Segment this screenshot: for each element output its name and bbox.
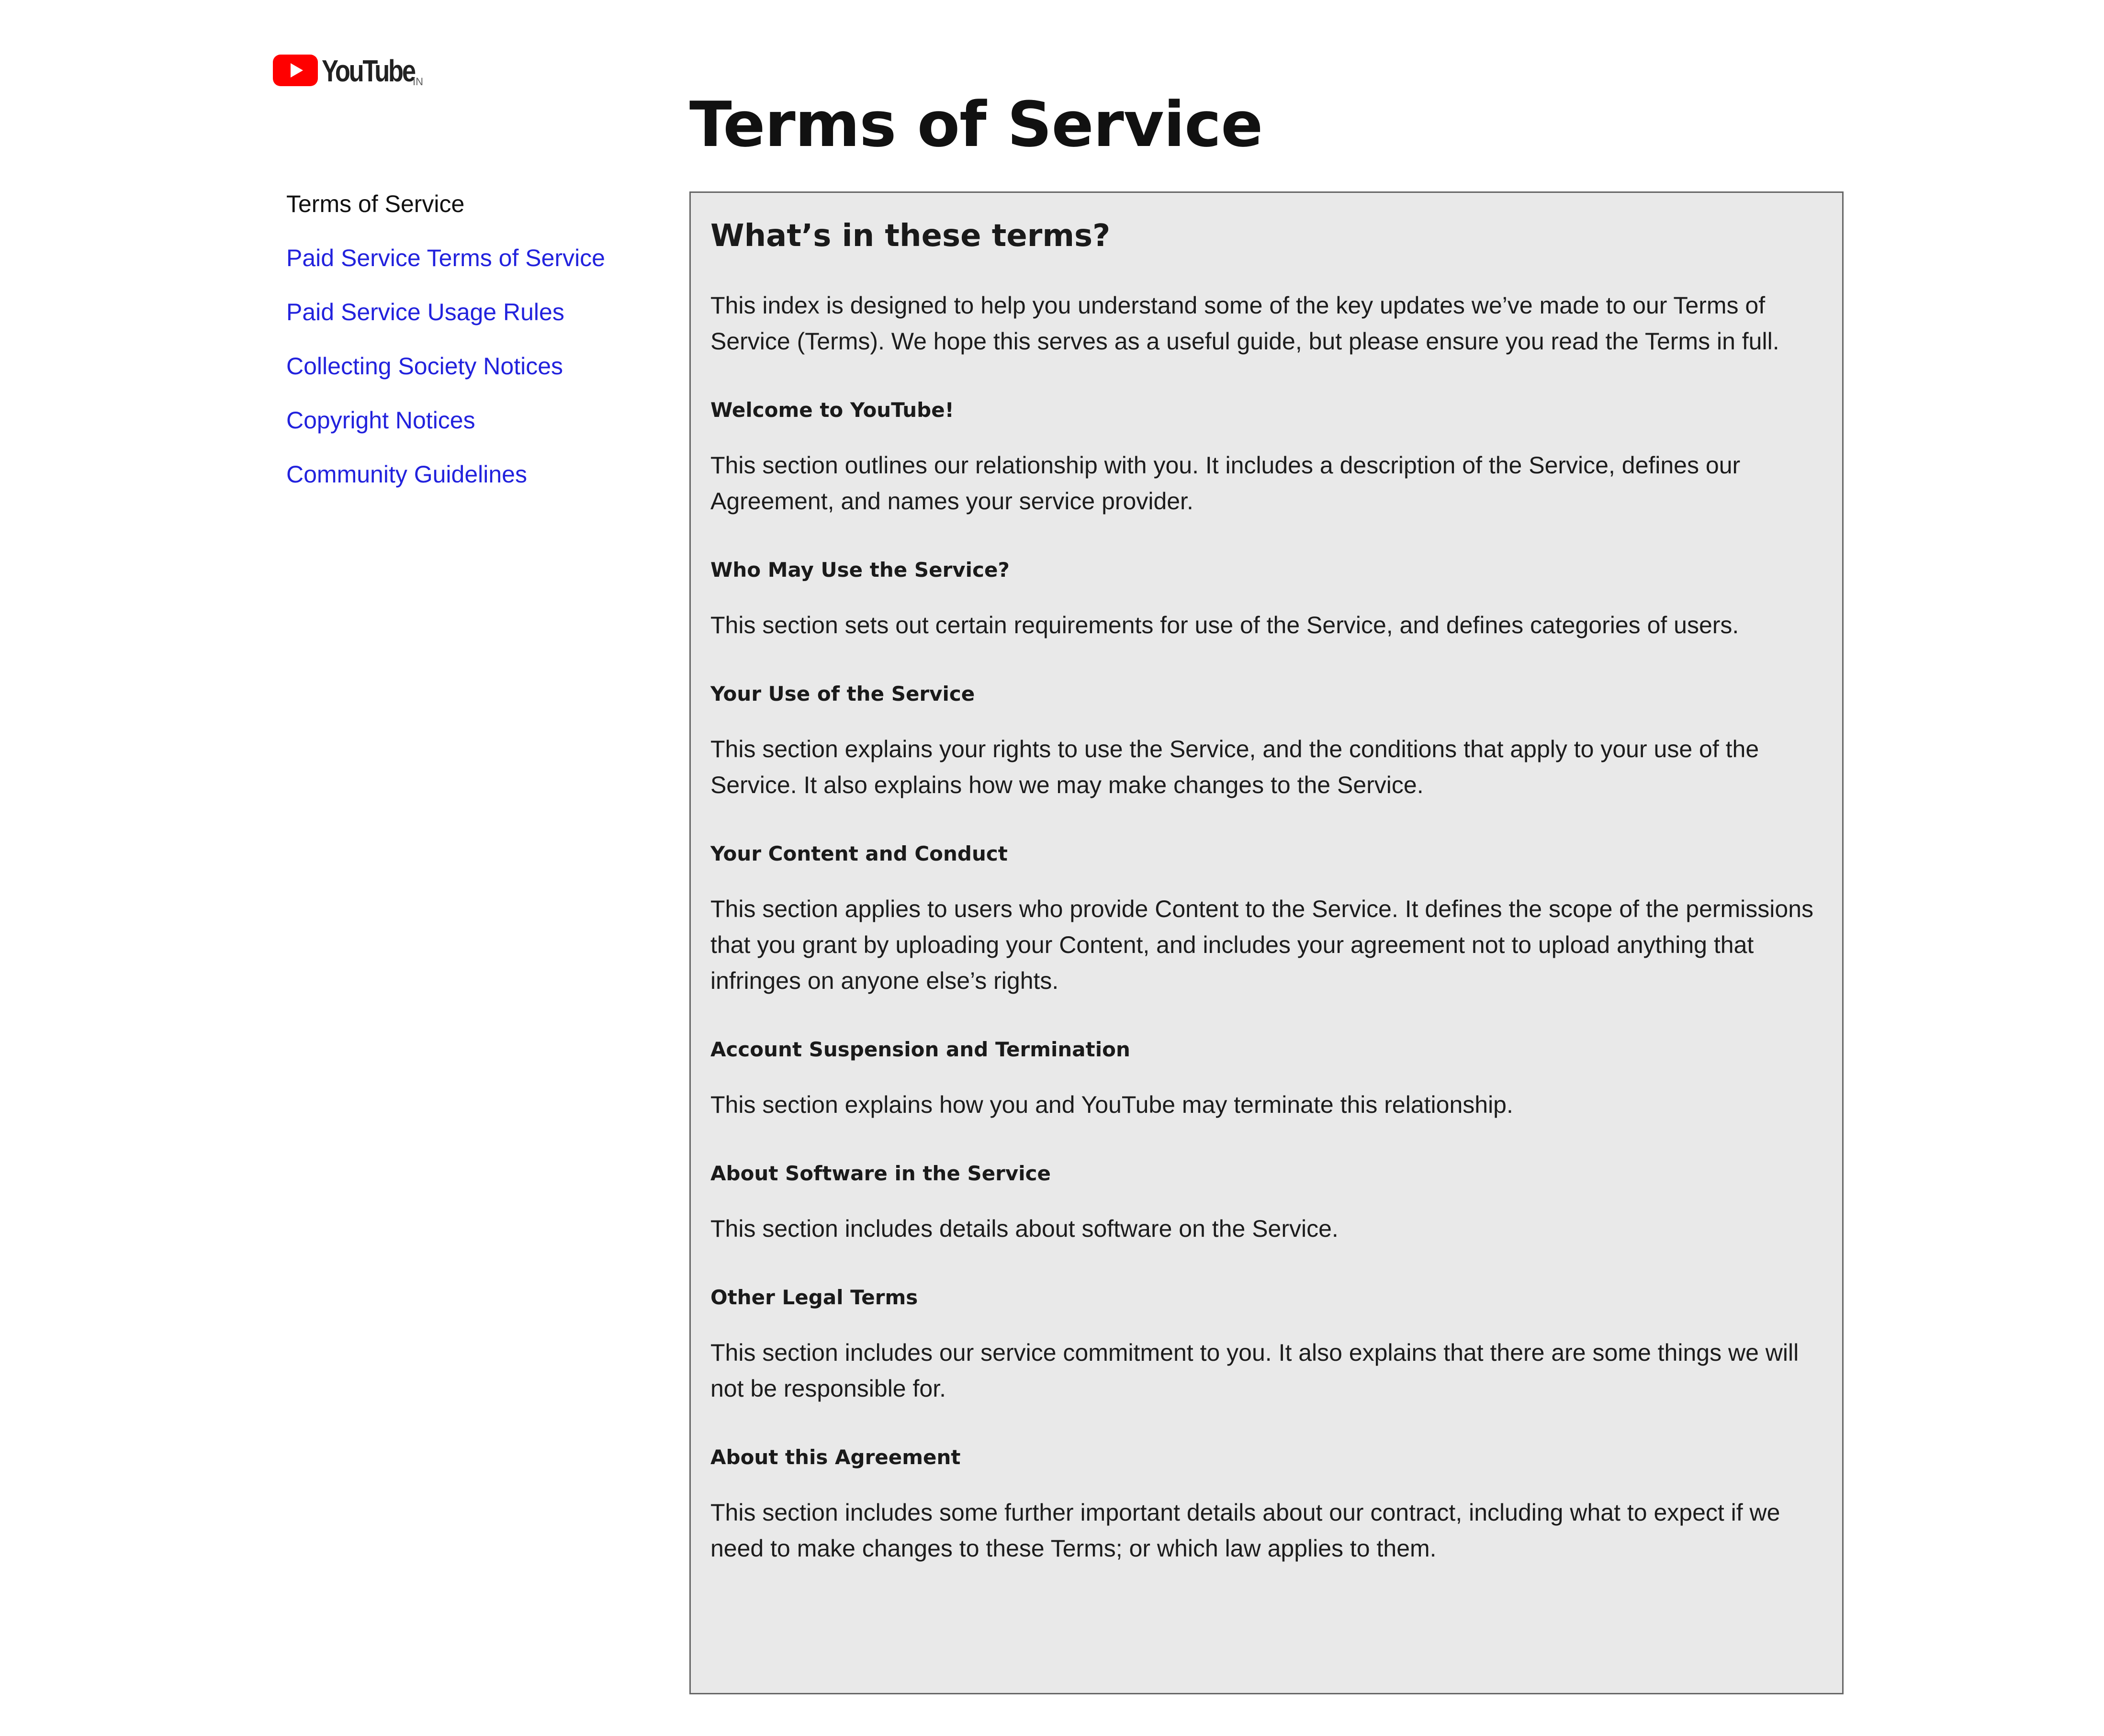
sidebar-link-paid-service-terms[interactable]: Paid Service Terms of Service [286, 245, 605, 271]
sidebar-nav [286, 188, 660, 512]
section-heading: Who May Use the Service? [710, 558, 1010, 582]
sidebar-item-collecting-society-notices[interactable] [286, 350, 660, 404]
section-text: This section includes details about software on the Service. [710, 1215, 1339, 1242]
sidebar-link-collecting-society-notices[interactable]: Collecting Society Notices [286, 353, 563, 380]
section-text: This section outlines our relationship with you. It includes a description of the Service, defines our Agreement, and names your service provider. [710, 452, 1741, 515]
section-text: This section includes some further important details about our contract, including what to expect if we need to make changes to these Terms; or which law applies to them. [710, 1499, 1780, 1562]
youtube-play-icon [273, 55, 318, 86]
logo-region-label: IN [413, 76, 423, 88]
section-heading: Other Legal Terms [710, 1286, 918, 1309]
section-text: This section explains your rights to use the Service, and the conditions that apply to your use of the Service. It also explains how we may make changes to the Service. [710, 736, 1759, 798]
terms-index-title: What’s in these terms? [710, 218, 1111, 254]
sidebar-item-terms-of-service [286, 188, 660, 242]
sidebar-item-paid-service-terms[interactable] [286, 242, 660, 296]
sidebar-item-label: Terms of Service [286, 190, 465, 217]
section-text: This section explains how you and YouTube may terminate this relationship. [710, 1091, 1513, 1118]
logo-wordmark: YouTube [322, 54, 415, 88]
sidebar-link-community-guidelines[interactable]: Community Guidelines [286, 461, 527, 488]
section-text: This section applies to users who provide Content to the Service. It defines the scope of the permissions that you grant by uploading your Content, and includes your agreement not to upload anything that infringes on anyone else’s rights. [710, 896, 1814, 994]
page-title: Terms of Service [689, 88, 1263, 161]
sidebar-item-paid-service-usage-rules[interactable] [286, 296, 660, 350]
section-heading: Account Suspension and Termination [710, 1038, 1130, 1061]
section-heading: Your Content and Conduct [710, 842, 1008, 865]
sidebar-item-community-guidelines[interactable] [286, 458, 660, 512]
sidebar-link-paid-service-usage-rules[interactable]: Paid Service Usage Rules [286, 299, 564, 325]
section-text: This section includes our service commitment to you. It also explains that there are some things we will not be responsible for. [710, 1339, 1799, 1402]
section-heading: About this Agreement [710, 1445, 961, 1469]
section-heading: Your Use of the Service [710, 682, 975, 706]
section-heading: Welcome to YouTube! [710, 398, 954, 422]
terms-index-box [689, 191, 1844, 1694]
terms-index-intro: This index is designed to help you understand some of the key updates we’ve made to our Terms of Service (Terms). We hope this serves as a useful guide, but please ensure you read the Terms in full. [710, 292, 1779, 355]
youtube-logo[interactable] [273, 54, 435, 86]
section-text: This section sets out certain requirements for use of the Service, and defines categories of users. [710, 612, 1739, 638]
section-heading: About Software in the Service [710, 1162, 1051, 1185]
sidebar-item-copyright-notices[interactable] [286, 404, 660, 458]
sidebar-link-copyright-notices[interactable]: Copyright Notices [286, 407, 475, 434]
